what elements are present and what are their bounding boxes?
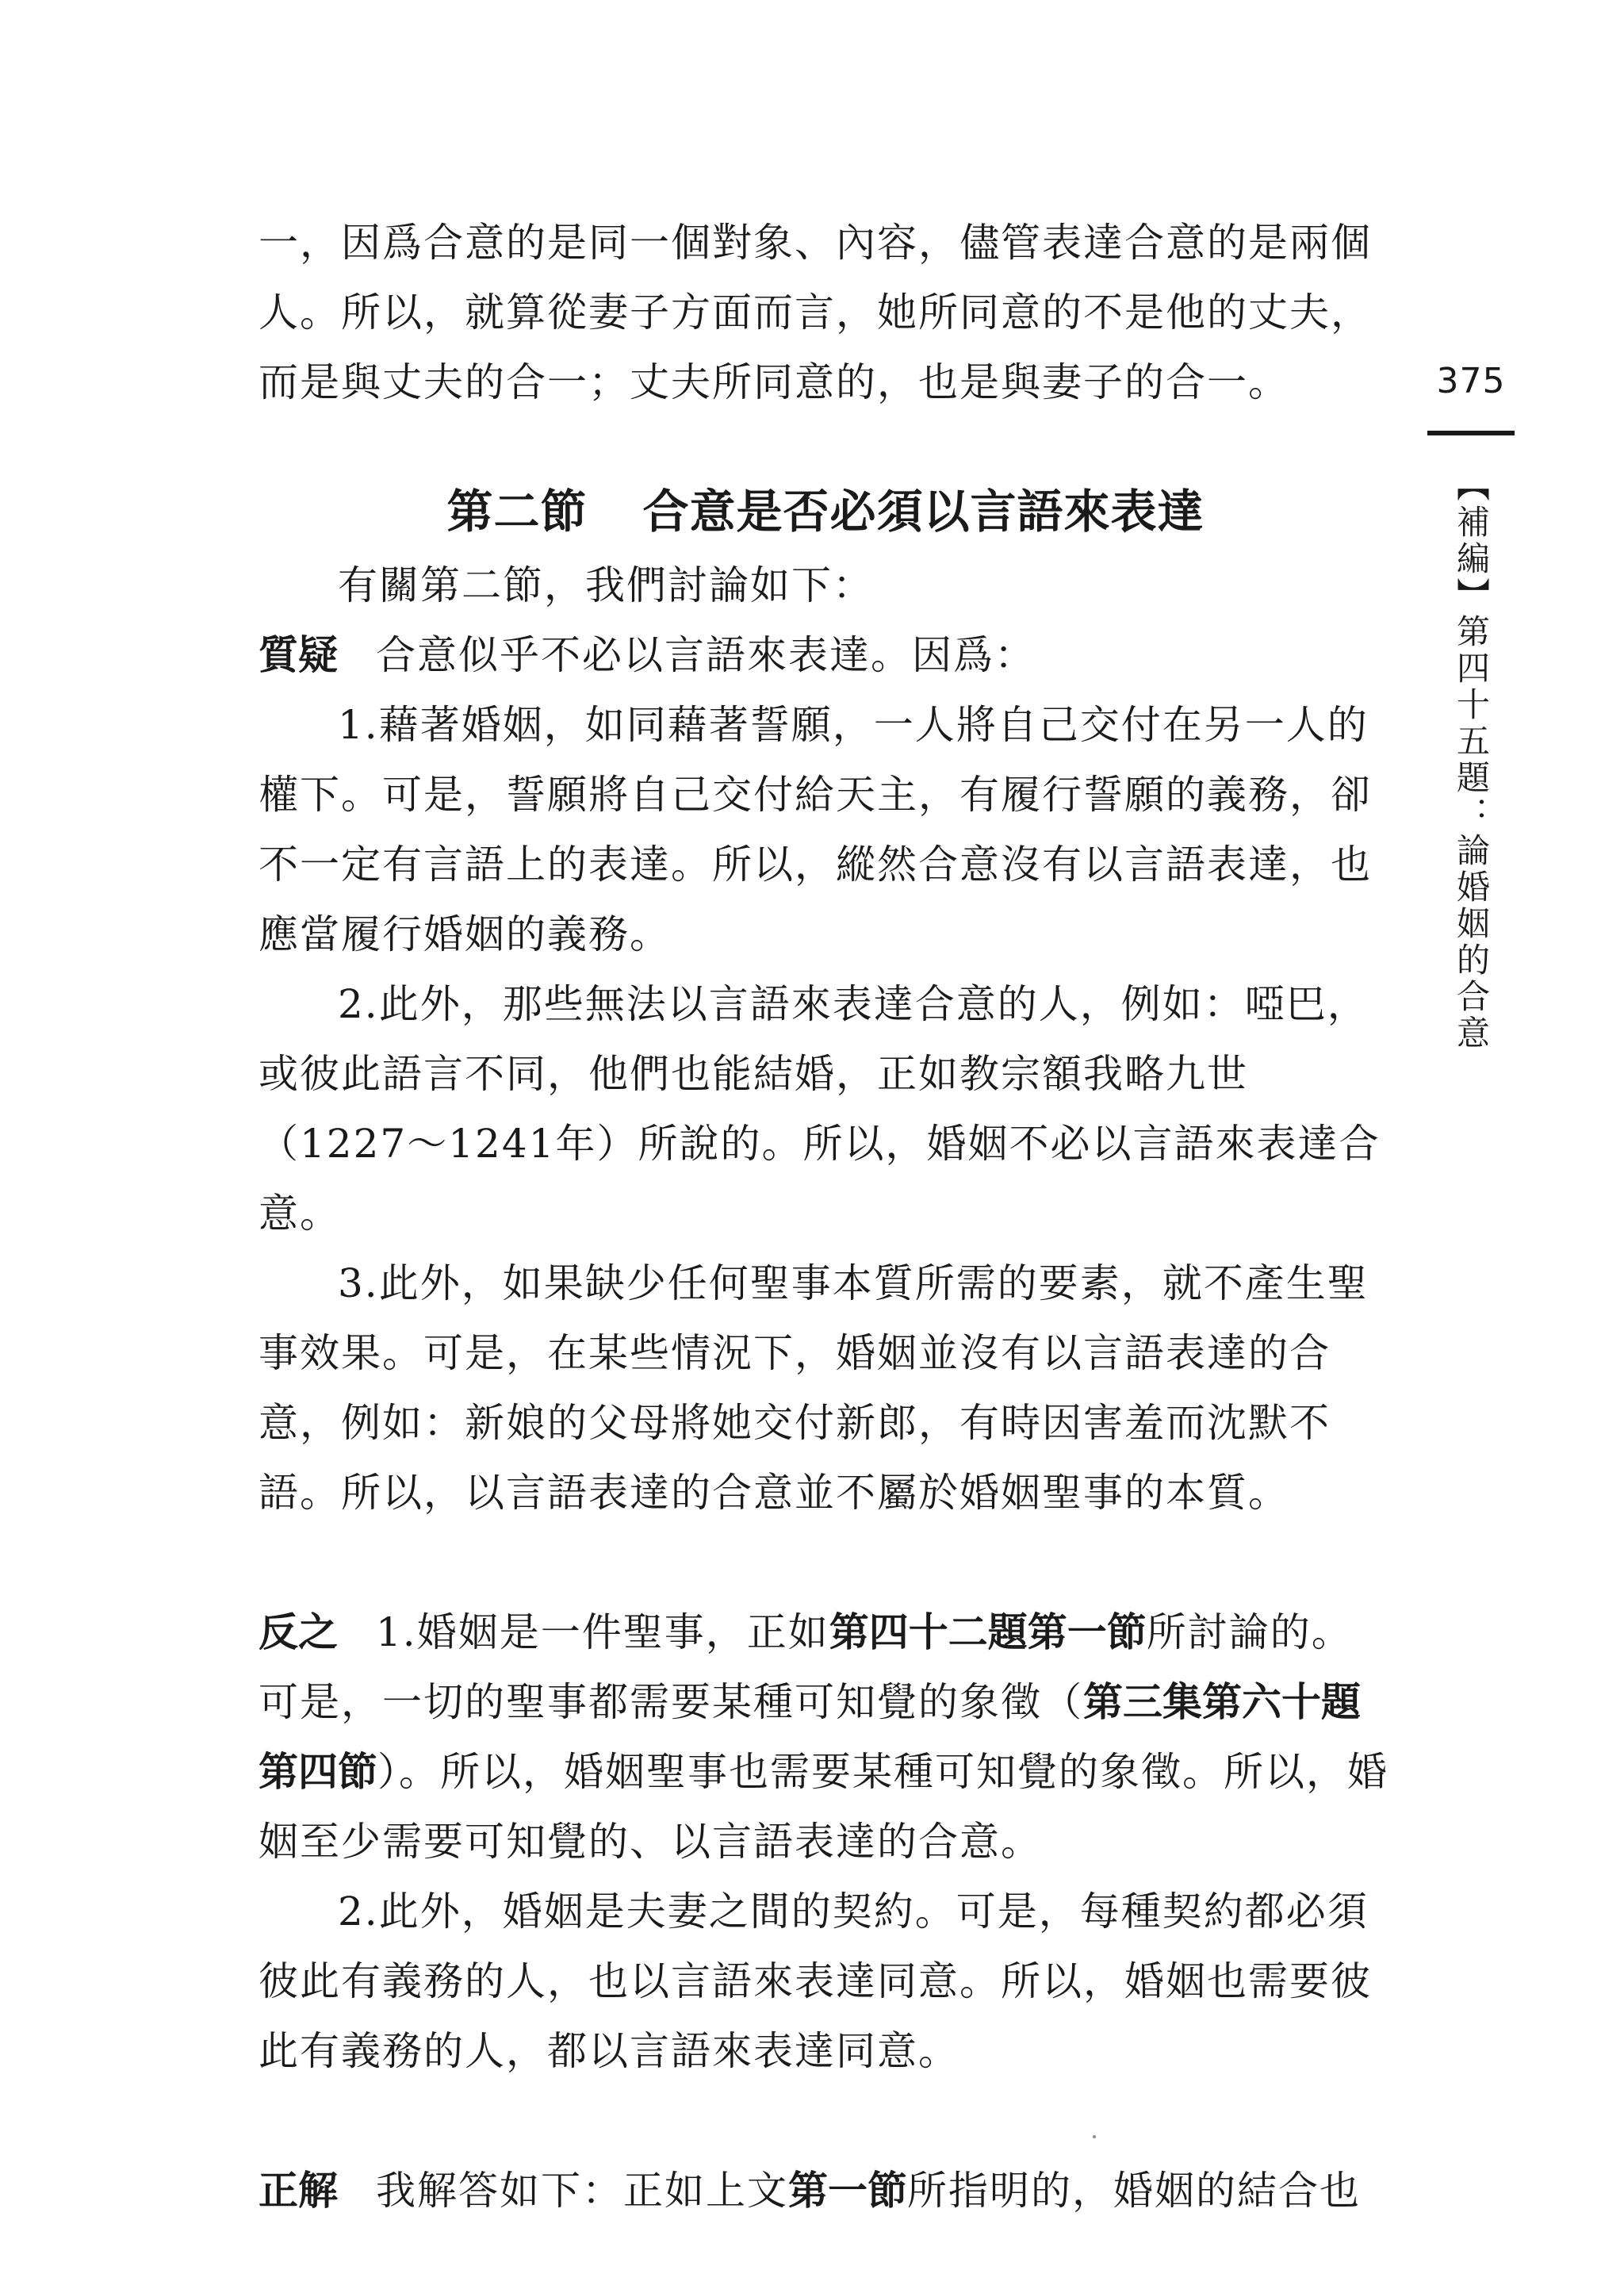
objection-2: 2.此外，那些無法以言語來表達合意的人，例如：啞巴，或彼此語言不同，他們也能結婚，正如教宗額我略九世（1227～1241年）所說的。所以，婚姻不必以言語來表達合意。 — [259, 981, 1381, 1237]
answer-text-b: 所指明的，婚姻的結合也 — [907, 2168, 1361, 2214]
body-text — [259, 208, 1392, 2226]
section-intro: 有關第二節，我們討論如下： — [338, 562, 874, 608]
sed-contra-1-text-a: 1.婚姻是一件聖事，正如 — [376, 1609, 829, 1655]
answer-paragraph — [259, 2156, 1392, 2226]
objections-lead-paragraph — [259, 620, 1392, 690]
header-rule — [1427, 431, 1515, 435]
sed-contra-1-text-c: ）。所以，婚姻聖事也需要某種可知覺的象徵。所以，婚姻至少需要可知覺的、以言語表達的合意。 — [259, 1749, 1388, 1865]
objection-3: 3.此外，如果缺少任何聖事本質所需的要素，就不產生聖事效果。可是，在某些情況下，婚姻並沒有以言語表達的合意，例如：新娘的父母將她交付新郎，有時因害羞而沈默不語。所以，以言語表達的合意並不屬於婚姻聖事的本質。 — [259, 1260, 1369, 1516]
cross-reference: 第四十二題第一節 — [829, 1609, 1147, 1655]
section-heading-title: 合意是否必須以言語來表達 — [642, 485, 1205, 539]
running-header: 【補編】第四十五題：論婚姻的合意 — [1452, 468, 1491, 1052]
cross-reference: 第一節 — [788, 2168, 907, 2214]
sed-contra-1-text-b: 所討論的。可是，一切的聖事都需要某種可知覺的象徵（ — [259, 1609, 1353, 1725]
answer-text-a: 我解答如下：正如上文 — [376, 2168, 788, 2214]
objections-lead: 合意似乎不必以言語來表達。因爲： — [376, 632, 1036, 678]
page-number: 375 — [1436, 361, 1506, 401]
objections-label: 質疑 — [259, 632, 338, 678]
sed-contra-2: 2.此外，婚姻是夫妻之間的契約。可是，每種契約都必須彼此有義務的人，也以言語來表達同意。所以，婚姻也需要彼此有義務的人，都以言語來表達同意。 — [259, 1888, 1372, 2074]
section-heading-number: 第二節 — [446, 485, 588, 539]
objection-1: 1.藉著婚姻，如同藉著誓願，一人將自己交付在另一人的權下。可是，誓願將自己交付給天主，有履行誓願的義務，卻不一定有言語上的表達。所以，縱然合意沒有以言語表達，也應當履行婚姻的義務。 — [259, 702, 1372, 957]
section-heading — [259, 473, 1392, 550]
sed-contra-label: 反之 — [259, 1609, 338, 1655]
continuation-paragraph: 一，因爲合意的是同一個對象、內容，儘管表達合意的是兩個人。所以，就算從妻子方面而言，她所同意的不是他的丈夫，而是與丈夫的合一；丈夫所同意的，也是與妻子的合一。 — [259, 220, 1372, 405]
answer-label: 正解 — [259, 2168, 338, 2214]
scan-speck — [1093, 2135, 1096, 2138]
cross-reference: 第三集第六十題第四節 — [259, 1679, 1361, 1795]
sed-contra-1 — [259, 1597, 1392, 1877]
